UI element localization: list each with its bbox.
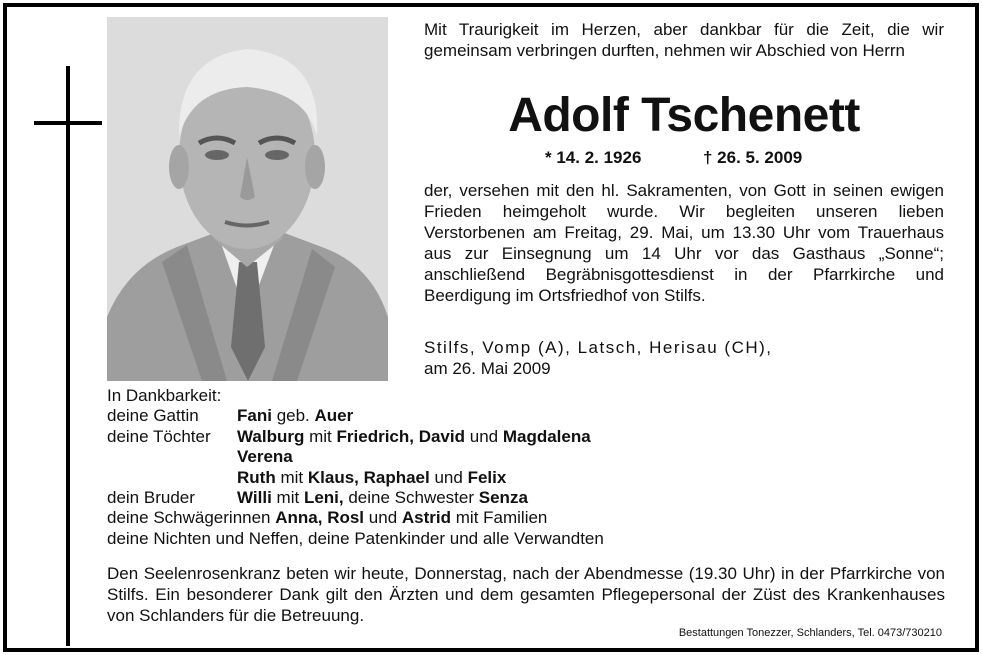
mourners-heading: In Dankbarkeit:: [107, 386, 222, 405]
mourner-name: Felix: [467, 467, 507, 487]
mourner-name: Walburg: [237, 426, 305, 446]
mourner-text: deine Nichten und Neffen, deine Patenkinder und alle Verwandten: [107, 528, 604, 548]
mourner-name: Anna, Rosl: [275, 508, 365, 528]
mourner-name: Klaus, Raphael: [307, 467, 430, 487]
mourner-name: Magdalena: [502, 426, 591, 446]
mourner-text: mit: [309, 426, 332, 446]
life-dates: [424, 148, 944, 172]
death-date: † 26. 5. 2009: [703, 148, 803, 167]
mourner-text: geb.: [276, 406, 310, 426]
mourner-text: mit: [276, 487, 300, 507]
places: Stilfs, Vomp (A), Latsch, Herisau (CH),: [424, 338, 773, 357]
mourner-text: deine Schwester: [348, 487, 475, 507]
deceased-name: Adolf Tschenett: [508, 89, 860, 142]
birth-date: * 14. 2. 1926: [545, 148, 642, 167]
portrait-photo: [107, 17, 388, 381]
mourner-row-daughters: [107, 427, 947, 447]
mourner-label: deine Töchter: [107, 426, 211, 446]
mourner-name: Auer: [314, 406, 354, 426]
mourner-name: Fani: [237, 406, 272, 426]
intro-text: Mit Traurigkeit im Herzen, aber dankbar für die Zeit, die wir gemeinsam verbringen durften, nehmen wir Abschied von Herrn: [424, 20, 944, 60]
mourner-name: Verena: [237, 447, 293, 467]
mourner-text: und: [368, 508, 398, 528]
mourner-name: Astrid: [401, 508, 452, 528]
mourner-name: Ruth: [237, 467, 276, 487]
mourner-label: dein Bruder: [107, 487, 195, 507]
cross-icon: [66, 66, 70, 646]
mourner-row-brother: [107, 488, 947, 508]
mourner-text: mit Familien: [455, 508, 548, 528]
mourner-label: deine Gattin: [107, 406, 199, 426]
cross-icon-bar: [34, 121, 102, 125]
mourner-name: Leni,: [303, 487, 344, 507]
mourners-list: [107, 386, 947, 549]
place-and-date: [424, 337, 944, 379]
mourner-row-wife: [107, 406, 947, 426]
mourner-label: deine Schwägerinnen: [107, 508, 271, 528]
mourner-row-daughters-3: [107, 468, 947, 488]
mourner-text: und: [469, 426, 499, 446]
funeral-home-footer: Bestattungen Tonezzer, Schlanders, Tel. 0473/730210: [678, 627, 942, 639]
mourner-name: Friedrich, David: [336, 426, 465, 446]
mourner-row-daughters-2: [107, 447, 947, 467]
notice-date: am 26. Mai 2009: [424, 359, 551, 378]
mourner-name: Willi: [237, 487, 272, 507]
mourner-name: Senza: [478, 487, 528, 507]
mourner-row-relatives: [107, 529, 947, 549]
funeral-details: der, versehen mit den hl. Sakramenten, von Gott in seinen ewigen Frieden heimgeholt wurde. Wir begleiten unseren lieben Verstorbenen am Freitag, 29. Mai, um 13.30 Uhr vom Trauerhaus aus zur Einsegnung um 14 Uhr vor das Gasthaus „Sonne“; anschließend Begräbnisgottesdienst in der Pfarrkirche und Beerdigung im Ortsfriedhof von Stilfs.: [424, 181, 944, 305]
mourner-text: und: [434, 467, 463, 487]
closing-text: Den Seelenrosenkranz beten wir heute, Donnerstag, nach der Abendmesse (19.30 Uhr) in der Pfarrkirche von Stilfs. Ein besonderer Dank gilt den Ärzten und dem gesamten Pflegepersonal der Züst des Krankenhauses von Schlanders für die Betreuung.: [107, 564, 945, 625]
mourner-text: mit: [280, 467, 304, 487]
mourner-row-sisters-in-law: [107, 508, 947, 528]
